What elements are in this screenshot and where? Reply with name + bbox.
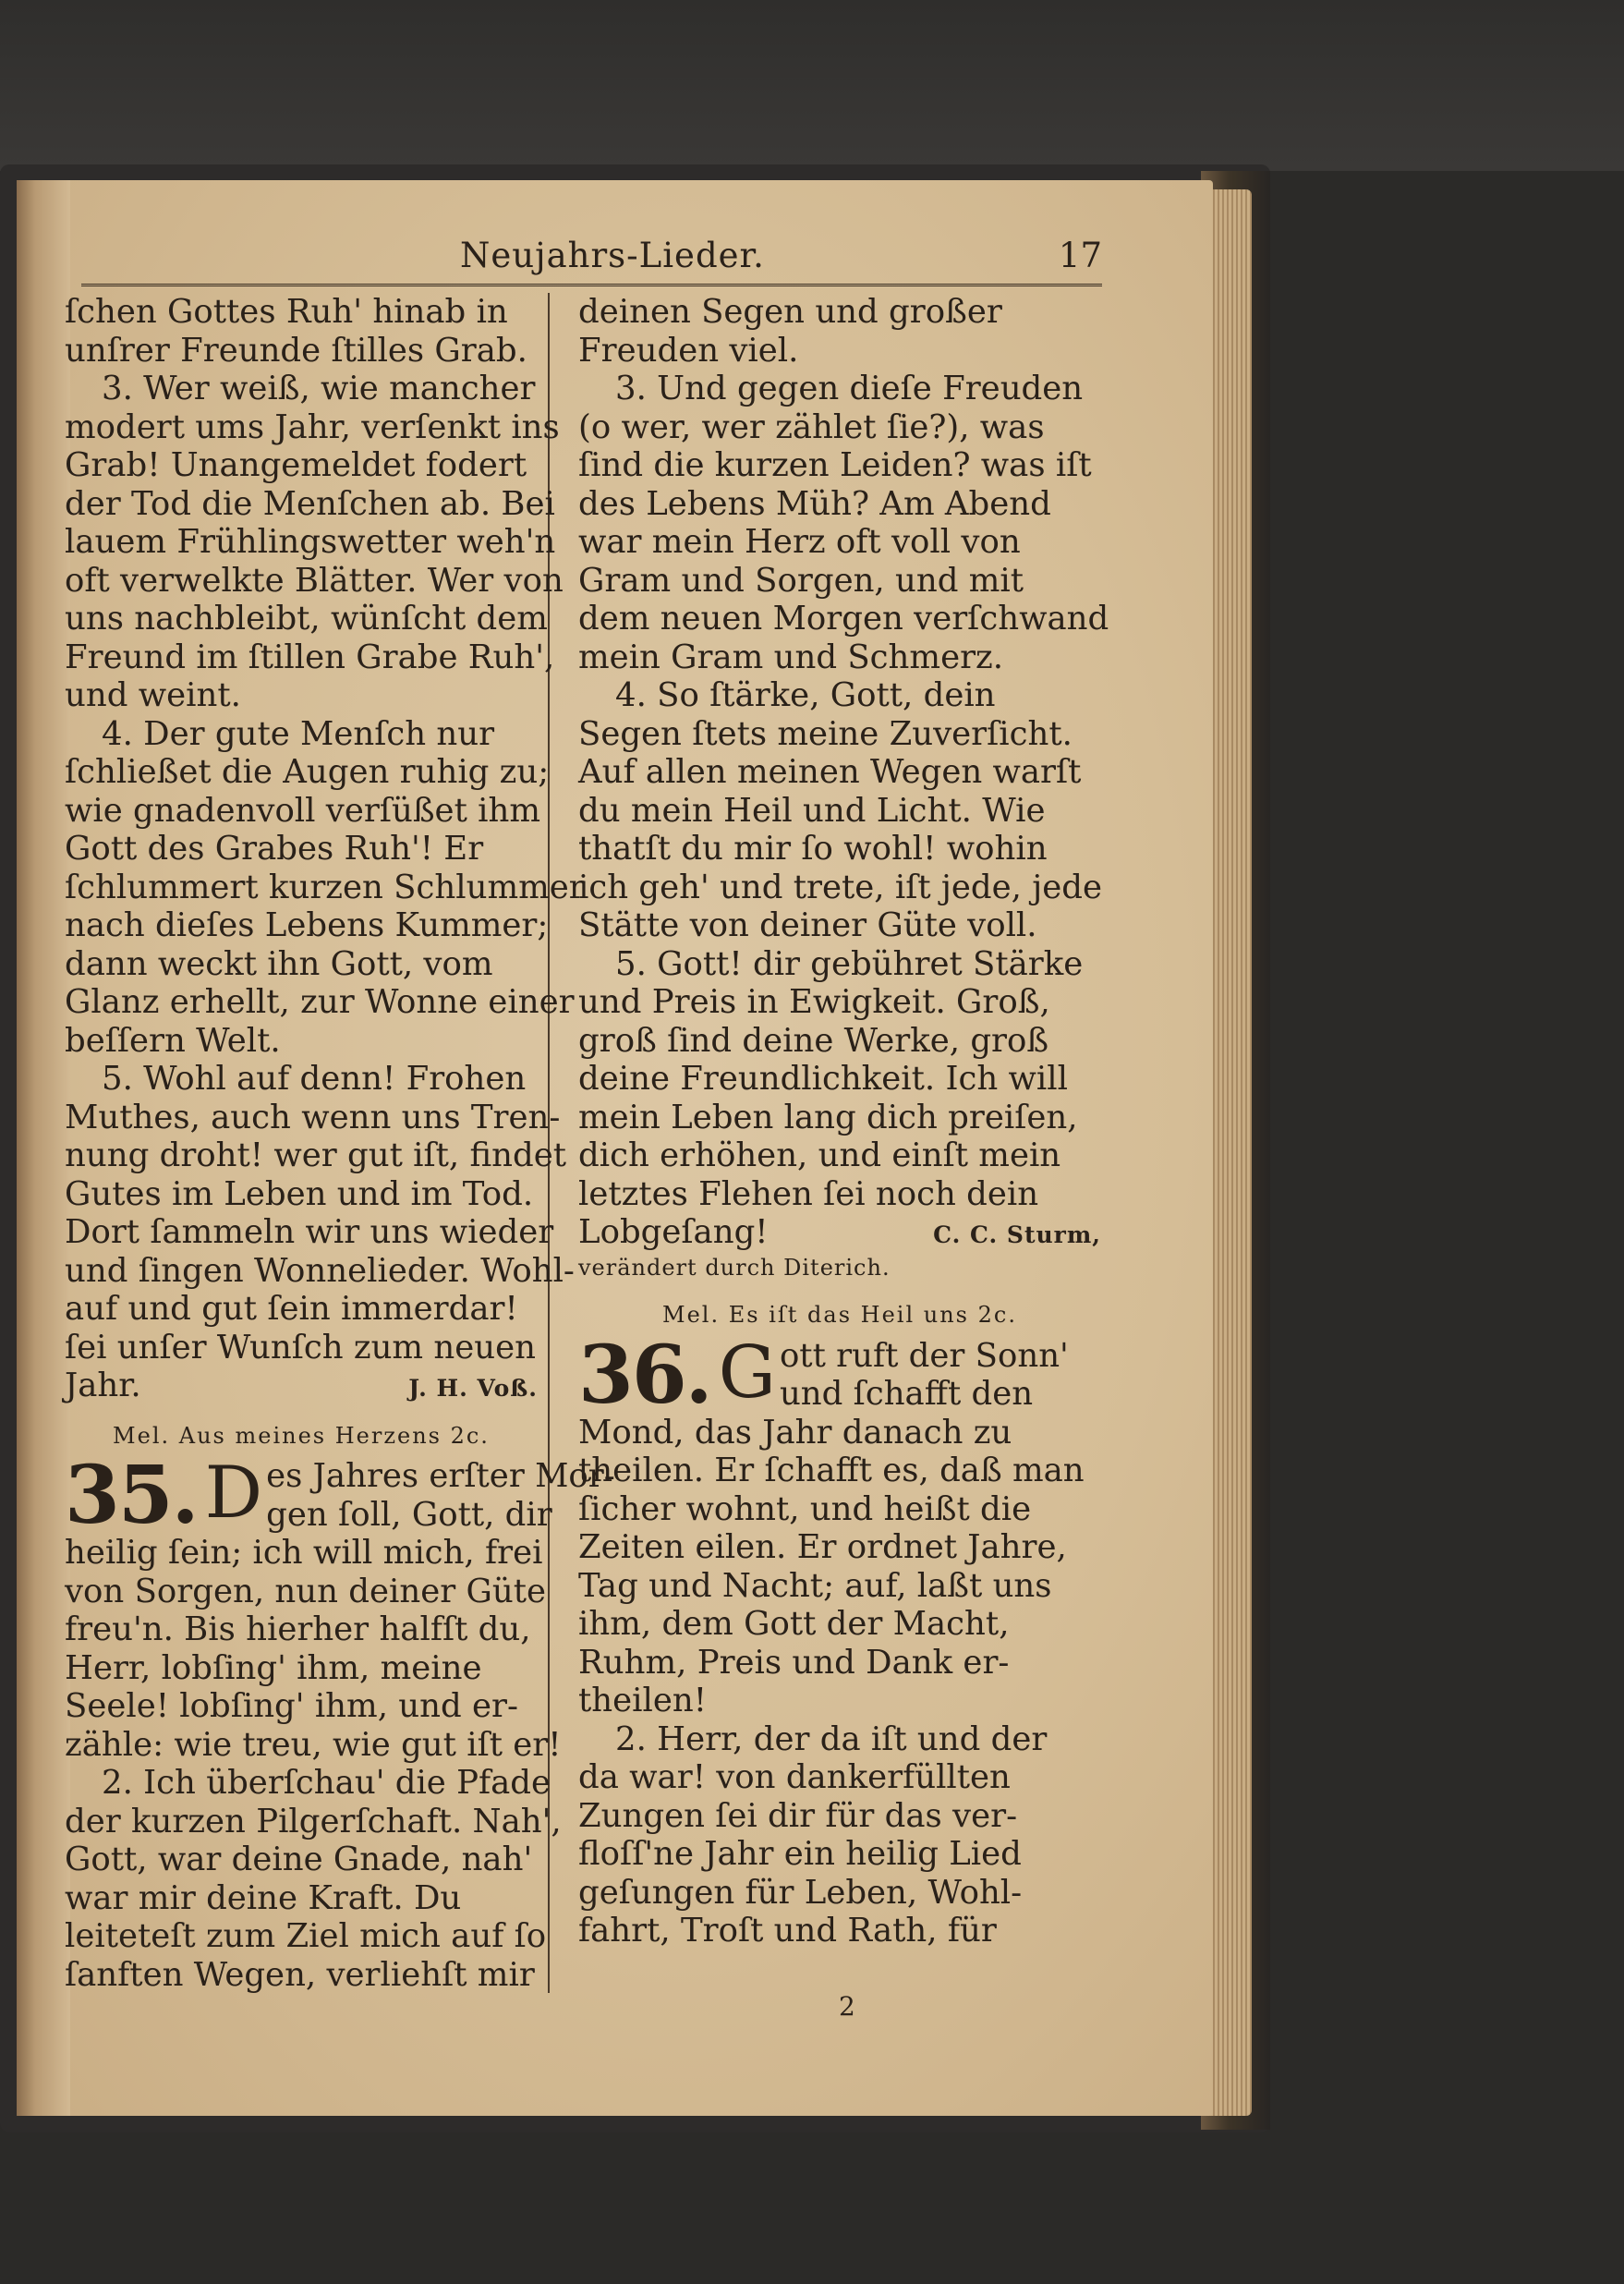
melody-note: Mel. Aus meines Herzens 2c. (113, 1422, 490, 1449)
verse-continuation: deinen Segen und großer Freuden viel. (578, 293, 1002, 370)
hymn-number: 36. (578, 1328, 711, 1422)
verse-last-line: Lobgeſang! (578, 1213, 769, 1251)
hymn-number: 35. (65, 1449, 198, 1542)
verse-5: 5. Wohl auf denn! Frohen Muthes, auch wenn uns Tren- nung droht! wer gut iſt, findet Gutes im Leben und im Tod. Dort ſammeln wir uns wieder und ſingen Wonnelieder. Wohl- auf und gut ſein immerdar! ſei unſer Wunſch zum neuen Jahr. J. H. Voß. (65, 1060, 538, 1408)
left-column (65, 293, 615, 1994)
verse-3: 3. Und gegen dieſe Freuden (o wer, wer zählet ſie?), was ſind die kurzen Leiden? was iſt des Lebens Müh? Am Abend war mein Herz oft voll von Gram und Sorgen, und mit dem neuen Morgen verſchwand mein Gram und Schmerz. (578, 370, 1109, 676)
signature-mark: 2 (839, 1991, 855, 2022)
page-gutter (17, 180, 70, 2116)
header-rule (81, 284, 1102, 286)
verse-5: 5. Gott! dir gebühret Stärke und Preis in Ewigkeit. Groß, groß ſind deine Werke, groß deine Freundlichkeit. Ich will mein Leben lang dich preiſen, dich erhöhen, und einſt mein letztes Flehen ſei noch dein Lobgeſang! C. C. Sturm, verändert durch Diterich. (578, 945, 1101, 1288)
running-title: Neujahrs-Lieder. (460, 236, 765, 275)
background (0, 0, 1624, 171)
author-sturm: C. C. Sturm, (933, 1221, 1101, 1248)
drop-cap: D (204, 1452, 263, 1535)
page-number: 17 (1058, 236, 1102, 275)
right-column (578, 293, 1109, 1950)
author-voss: J. H. Voß. (408, 1375, 538, 1402)
drop-cap: G (718, 1330, 776, 1415)
book-page (17, 180, 1213, 2116)
author-note: verändert durch Diterich. (578, 1254, 891, 1281)
verse-continuation: ſchen Gottes Ruh' hinab in unſrer Freunde ſtilles Grab. (65, 293, 527, 370)
hymn-36-verse-2: 2. Herr, der da iſt und der da war! von dankerfüllten Zungen ſei dir für das ver- floſſ'ne Jahr ein heilig Lied geſungen für Leben, Wohl- fahrt, Troſt und Rath, für (578, 1719, 1048, 1950)
melody-note: Mel. Es iſt das Heil uns 2c. (662, 1302, 1017, 1328)
verse-4: 4. Der gute Menſch nur ſchließet die Augen ruhig zu; wie gnadenvoll verſüßet ihm Gott des Grabes Ruh'! Er ſchlummert kurzen Schlummer nach dieſes Lebens Kummer; dann weckt ihn Gott, vom Glanz erhellt, zur Wonne einer beſſern Welt. (65, 714, 585, 1060)
verse-4: 4. So ſtärke, Gott, dein Segen ſtets meine Zuverſicht. Auf allen meinen Wegen warſt du mein Heil und Licht. Wie thatſt du mir ſo wohl! wohin ich geh' und trete, iſt jede, jede Stätte von deiner Güte voll. (578, 676, 1102, 944)
hymn-36: 36. G ott ruft der Sonn' und ſchafft den Mond, das Jahr danach zu theilen. Er ſchafft es, daß man ſicher wohnt, und heißt die Zeiten eilen. Er ordnet Jahre, Tag und Nacht; auf, laßt uns ihm, dem Gott der Macht, Ruhm, Preis und Dank er- theilen! 2. Herr, der da iſt und der da war! von dankerfüllten Zungen ſei dir für das ver- floſſ'ne Jahr ein heilig Lied geſungen für Leben, Wohl- fahrt, Troſt und Rath, für (578, 1337, 1101, 1950)
hymn-36-verse-1: Mond, das Jahr danach zu theilen. Er ſchafft es, daß man ſicher wohnt, und heißt die Zeiten eilen. Er ordnet Jahre, Tag und Nacht; auf, laßt uns ihm, dem Gott der Macht, Ruhm, Preis und Dank er- theilen! (578, 1413, 1085, 1719)
verse-last-line: Jahr. (65, 1367, 141, 1404)
hymn-35: 35. D es Jahres erſter Mor- gen ſoll, Gott, dir heilig ſein; ich will mich, frei von Sorgen, nun deiner Güte freu'n. Bis hierher halfſt du, Herr, lobſing' ihm, meine Seele! lobſing' ihm, und er- zähle: wie treu, wie gut iſt er! 2. Ich überſchau' die Pfade der kurzen Pilgerſchaft. Nah', Gott, war deine Gnade, nah' war mir deine Kraft. Du leiteteſt zum Ziel mich auf ſo ſanften Wegen, verliehſt mir (65, 1449, 615, 1994)
verse-3: 3. Wer weiß, wie mancher modert ums Jahr, verſenkt ins Grab! Unangemeldet fodert der Tod die Menſchen ab. Bei lauem Frühlingswetter weh'n oft verwelkte Blätter. Wer von uns nachbleibt, wünſcht dem Freund im ſtillen Grabe Ruh', und weint. (65, 370, 564, 714)
page-header (81, 236, 1102, 282)
hymn-35-verse-2: 2. Ich überſchau' die Pfade der kurzen Pilgerſchaft. Nah', Gott, war deine Gnade, nah' war mir deine Kraft. Du leiteteſt zum Ziel mich auf ſo ſanften Wegen, verliehſt mir (65, 1764, 562, 1994)
hymn-35-verse-1: heilig ſein; ich will mich, frei von Sorgen, nun deiner Güte freu'n. Bis hierher halfſt du, Herr, lobſing' ihm, meine Seele! lobſing' ihm, und er- zähle: wie treu, wie gut iſt er! (65, 1534, 562, 1764)
